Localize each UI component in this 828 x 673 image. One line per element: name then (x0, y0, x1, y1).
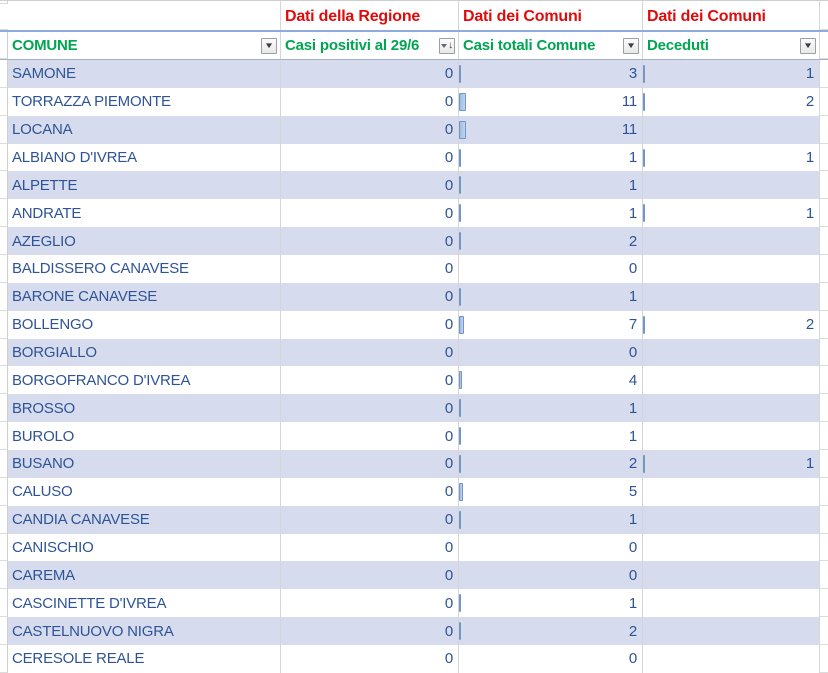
deceduti-cell[interactable] (643, 561, 820, 589)
gutter-cell (0, 116, 8, 144)
gutter-cell (820, 60, 828, 88)
casi-totali-cell[interactable] (459, 199, 643, 227)
casi-totali-cell[interactable] (459, 561, 643, 589)
comune-cell[interactable] (8, 589, 281, 617)
comune-name: CAREMA (12, 566, 75, 584)
databar (643, 149, 645, 167)
chevron-down-icon: ▼ (625, 40, 637, 50)
comune-cell[interactable] (8, 116, 281, 144)
casi-totali-value: 0 (628, 260, 637, 278)
comune-name: BOLLENGO (12, 316, 93, 334)
databar (459, 93, 466, 111)
casi-totali-cell[interactable] (459, 283, 643, 311)
comune-cell[interactable] (8, 199, 281, 227)
comune-name: BORGIALLO (12, 344, 97, 362)
databar (459, 288, 461, 306)
comune-cell[interactable] (8, 422, 281, 450)
casi-totali-cell[interactable] (459, 645, 643, 673)
databar (459, 483, 463, 501)
deceduti-cell[interactable] (643, 199, 820, 227)
gutter-cell (820, 171, 828, 199)
databar (459, 232, 461, 250)
group-header-regione[interactable] (281, 4, 459, 30)
casi-totali-cell[interactable] (459, 422, 643, 450)
table-row (0, 88, 828, 116)
deceduti-value: 1 (805, 65, 814, 83)
casi-positivi-value: 0 (444, 483, 453, 501)
gutter-cell (820, 116, 828, 144)
deceduti-value: 2 (805, 316, 814, 334)
comune-name: BUSANO (12, 455, 75, 473)
casi-totali-value: 1 (628, 427, 637, 445)
comune-cell[interactable] (8, 645, 281, 673)
casi-positivi-cell[interactable] (281, 171, 459, 199)
comune-name: BROSSO (12, 399, 75, 417)
deceduti-cell[interactable] (643, 60, 820, 88)
gutter-cell (0, 617, 8, 645)
casi-positivi-value: 0 (444, 121, 453, 139)
header-label: Casi totali Comune (463, 37, 596, 54)
comune-name: ALPETTE (12, 176, 78, 194)
gutter-cell (0, 394, 8, 422)
table-row (0, 366, 828, 394)
casi-positivi-cell[interactable] (281, 506, 459, 534)
comune-name: BUROLO (12, 427, 75, 445)
casi-totali-cell[interactable] (459, 88, 643, 116)
casi-positivi-cell[interactable] (281, 144, 459, 172)
table-row (0, 450, 828, 478)
casi-positivi-cell[interactable] (281, 534, 459, 562)
comune-name: ALBIANO D'IVREA (12, 149, 137, 166)
deceduti-cell[interactable] (643, 88, 820, 116)
casi-positivi-cell[interactable] (281, 227, 459, 255)
casi-positivi-value: 0 (444, 455, 453, 473)
casi-totali-cell[interactable] (459, 394, 643, 422)
comune-cell[interactable] (8, 339, 281, 367)
gutter-cell (0, 366, 8, 394)
gutter-cell (0, 311, 8, 339)
header-casi-totali[interactable] (459, 32, 643, 59)
deceduti-cell[interactable] (643, 534, 820, 562)
databar (459, 204, 461, 222)
comune-name: BORGOFRANCO D'IVREA (12, 371, 191, 389)
casi-positivi-value: 0 (444, 344, 453, 362)
casi-totali-cell[interactable] (459, 255, 643, 283)
comune-cell[interactable] (8, 366, 281, 394)
gutter-cell (0, 255, 8, 283)
casi-positivi-cell[interactable] (281, 116, 459, 144)
deceduti-cell[interactable] (643, 144, 820, 172)
databar (459, 371, 462, 389)
table-row (0, 645, 828, 673)
filter-dropdown-button[interactable] (623, 38, 639, 54)
comune-cell[interactable] (8, 283, 281, 311)
casi-totali-cell[interactable] (459, 506, 643, 534)
column-header-row (0, 32, 828, 60)
comune-cell[interactable] (8, 144, 281, 172)
casi-totali-cell[interactable] (459, 617, 643, 645)
table-row (0, 478, 828, 506)
deceduti-cell[interactable] (643, 227, 820, 255)
comune-name: BALDISSERO CANAVESE (12, 260, 189, 278)
casi-positivi-value: 0 (444, 511, 453, 529)
deceduti-cell[interactable] (643, 450, 820, 478)
gutter-cell (0, 450, 8, 478)
comune-name: ANDRATE (12, 204, 82, 222)
databar (459, 511, 461, 529)
comune-cell[interactable] (8, 60, 281, 88)
comune-name: CANDIA CANAVESE (12, 511, 150, 529)
deceduti-cell[interactable] (643, 645, 820, 673)
table-row (0, 311, 828, 339)
gutter-cell (0, 422, 8, 450)
deceduti-cell[interactable] (643, 478, 820, 506)
gutter-cell (0, 60, 8, 88)
databar (643, 316, 645, 334)
databar (459, 176, 461, 194)
filter-dropdown-button[interactable] (800, 38, 816, 54)
gutter-cell (820, 450, 828, 478)
databar (459, 316, 464, 334)
funnel-icon (441, 44, 447, 48)
deceduti-value: 1 (805, 455, 814, 473)
casi-positivi-value: 0 (444, 371, 453, 389)
databar (643, 93, 645, 111)
gutter-cell (0, 32, 8, 59)
casi-positivi-cell[interactable] (281, 366, 459, 394)
casi-positivi-cell[interactable] (281, 199, 459, 227)
databar (459, 594, 461, 612)
deceduti-cell[interactable] (643, 255, 820, 283)
deceduti-cell[interactable] (643, 617, 820, 645)
gutter-cell (0, 534, 8, 562)
casi-positivi-cell[interactable] (281, 617, 459, 645)
casi-positivi-cell[interactable] (281, 589, 459, 617)
gutter-cell (0, 506, 8, 534)
header-label: Deceduti (647, 37, 709, 54)
table-row (0, 227, 828, 255)
casi-positivi-cell[interactable] (281, 283, 459, 311)
chevron-down-icon: ▼ (802, 40, 814, 50)
casi-totali-cell[interactable] (459, 60, 643, 88)
databar (459, 622, 461, 640)
casi-totali-value: 0 (628, 566, 637, 584)
casi-totali-cell[interactable] (459, 227, 643, 255)
gutter-cell (0, 339, 8, 367)
gutter-cell (820, 645, 828, 673)
gutter-cell (820, 506, 828, 534)
comune-cell[interactable] (8, 88, 281, 116)
comune-cell[interactable] (8, 227, 281, 255)
deceduti-cell[interactable] (643, 589, 820, 617)
table-row (0, 561, 828, 589)
comune-name: CANISCHIO (12, 539, 94, 557)
casi-totali-cell[interactable] (459, 116, 643, 144)
deceduti-cell[interactable] (643, 171, 820, 199)
gutter-cell (820, 617, 828, 645)
comune-name: BARONE CANAVESE (12, 288, 158, 306)
casi-positivi-value: 0 (444, 149, 453, 166)
comune-name: CASTELNUOVO NIGRA (12, 622, 174, 640)
gutter-cell (820, 227, 828, 255)
comune-name: CERESOLE REALE (12, 650, 145, 668)
group-header-comuni-2[interactable] (643, 4, 820, 30)
deceduti-cell[interactable] (643, 339, 820, 367)
casi-positivi-cell[interactable] (281, 394, 459, 422)
casi-positivi-value: 0 (444, 650, 453, 668)
table-row (0, 339, 828, 367)
casi-totali-value: 2 (628, 455, 637, 473)
casi-totali-cell[interactable] (459, 144, 643, 172)
gutter-cell (0, 589, 8, 617)
comune-name: CALUSO (12, 483, 73, 501)
table-body (0, 60, 828, 673)
group-header-label: Dati dei Comuni (463, 8, 582, 25)
casi-totali-value: 1 (628, 288, 637, 306)
deceduti-cell[interactable] (643, 394, 820, 422)
deceduti-cell[interactable] (643, 283, 820, 311)
casi-positivi-value: 0 (444, 288, 453, 306)
databar (459, 121, 466, 139)
casi-positivi-cell[interactable] (281, 339, 459, 367)
deceduti-cell[interactable] (643, 116, 820, 144)
casi-totali-value: 4 (628, 371, 637, 389)
table-row (0, 506, 828, 534)
table-row (0, 255, 828, 283)
comune-cell[interactable] (8, 561, 281, 589)
gutter-cell (820, 144, 828, 172)
casi-positivi-value: 0 (444, 93, 453, 111)
casi-positivi-cell[interactable] (281, 478, 459, 506)
gutter-cell (820, 311, 828, 339)
sort-descending-icon: ↓ (448, 39, 453, 51)
gutter-cell (0, 144, 8, 172)
table-row (0, 589, 828, 617)
gutter-cell (820, 589, 828, 617)
gutter-cell (820, 366, 828, 394)
table-row (0, 617, 828, 645)
gutter-cell (0, 171, 8, 199)
casi-positivi-value: 0 (444, 232, 453, 250)
databar (459, 427, 461, 445)
gutter-cell (820, 534, 828, 562)
comune-cell[interactable] (8, 171, 281, 199)
comune-cell[interactable] (8, 534, 281, 562)
casi-totali-value: 2 (628, 232, 637, 250)
casi-totali-cell[interactable] (459, 478, 643, 506)
deceduti-cell[interactable] (643, 366, 820, 394)
casi-totali-cell[interactable] (459, 311, 643, 339)
comune-cell[interactable] (8, 450, 281, 478)
filter-sort-button[interactable] (439, 38, 455, 54)
comune-name: CASCINETTE D'IVREA (12, 594, 167, 612)
deceduti-cell[interactable] (643, 311, 820, 339)
deceduti-cell[interactable] (643, 506, 820, 534)
casi-totali-cell[interactable] (459, 534, 643, 562)
comune-cell[interactable] (8, 506, 281, 534)
casi-positivi-cell[interactable] (281, 422, 459, 450)
comune-name: LOCANA (12, 121, 73, 139)
table-row (0, 394, 828, 422)
gutter-cell (820, 478, 828, 506)
chevron-down-icon: ▼ (263, 40, 275, 50)
casi-totali-cell[interactable] (459, 366, 643, 394)
gutter-cell (0, 645, 8, 673)
casi-positivi-value: 0 (444, 566, 453, 584)
casi-totali-value: 1 (628, 594, 637, 612)
casi-positivi-cell[interactable] (281, 88, 459, 116)
group-header-comuni-1[interactable] (459, 4, 643, 30)
table-row (0, 60, 828, 88)
gutter-cell (0, 88, 8, 116)
casi-totali-value: 7 (628, 316, 637, 334)
casi-totali-value: 1 (628, 149, 637, 166)
header-casi-positivi[interactable] (281, 32, 459, 59)
group-header-label: Dati dei Comuni (647, 8, 766, 25)
comune-cell[interactable] (8, 311, 281, 339)
databar (643, 204, 645, 222)
casi-totali-cell[interactable] (459, 339, 643, 367)
comune-cell[interactable] (8, 255, 281, 283)
comune-name: AZEGLIO (12, 232, 76, 250)
casi-positivi-cell[interactable] (281, 60, 459, 88)
comune-cell[interactable] (8, 617, 281, 645)
gutter-cell (0, 283, 8, 311)
casi-positivi-value: 0 (444, 622, 453, 640)
databar (459, 455, 461, 473)
deceduti-value: 1 (805, 149, 814, 166)
casi-totali-cell[interactable] (459, 450, 643, 478)
casi-totali-value: 1 (628, 511, 637, 529)
comune-cell[interactable] (8, 478, 281, 506)
gutter-cell (0, 227, 8, 255)
databar (643, 455, 645, 473)
casi-positivi-value: 0 (444, 65, 453, 83)
table-row (0, 144, 828, 172)
casi-positivi-value: 0 (444, 260, 453, 278)
group-header-label: Dati della Regione (285, 8, 421, 25)
databar (459, 65, 461, 83)
gutter-cell (820, 88, 828, 116)
casi-totali-value: 0 (628, 344, 637, 362)
casi-totali-value: 2 (628, 622, 637, 640)
gutter-cell (820, 339, 828, 367)
casi-positivi-value: 0 (444, 427, 453, 445)
casi-totali-value: 1 (628, 176, 637, 194)
header-label: Casi positivi al 29/6 (285, 37, 420, 54)
databar (459, 399, 461, 417)
databar (459, 149, 461, 167)
comune-name: TORRAZZA PIEMONTE (12, 93, 171, 111)
group-header-empty[interactable] (8, 4, 281, 30)
casi-positivi-cell[interactable] (281, 311, 459, 339)
filter-dropdown-button[interactable] (261, 38, 277, 54)
casi-totali-value: 0 (628, 650, 637, 668)
header-comune[interactable] (8, 32, 281, 59)
table-row (0, 422, 828, 450)
table-row (0, 171, 828, 199)
group-header-row (0, 4, 828, 32)
table-row (0, 199, 828, 227)
table-row (0, 283, 828, 311)
gutter-cell (0, 478, 8, 506)
deceduti-value: 2 (805, 93, 814, 111)
casi-positivi-cell[interactable] (281, 645, 459, 673)
casi-positivi-value: 0 (444, 399, 453, 417)
casi-totali-value: 1 (628, 399, 637, 417)
gutter-cell (820, 255, 828, 283)
gutter-cell (820, 283, 828, 311)
casi-totali-value: 1 (628, 204, 637, 222)
databar (643, 65, 645, 83)
casi-totali-value: 0 (628, 539, 637, 557)
deceduti-value: 1 (805, 204, 814, 222)
gutter-cell (0, 199, 8, 227)
gutter-cell (820, 199, 828, 227)
header-label: COMUNE (12, 37, 78, 54)
casi-positivi-cell[interactable] (281, 561, 459, 589)
casi-positivi-cell[interactable] (281, 450, 459, 478)
casi-positivi-value: 0 (444, 204, 453, 222)
gutter-cell (820, 422, 828, 450)
comune-cell[interactable] (8, 394, 281, 422)
casi-positivi-value: 0 (444, 594, 453, 612)
table-row (0, 116, 828, 144)
casi-positivi-value: 0 (444, 176, 453, 194)
gutter-cell (820, 561, 828, 589)
casi-totali-value: 11 (621, 93, 637, 111)
casi-totali-value: 3 (628, 65, 637, 83)
table-row (0, 534, 828, 562)
casi-totali-cell[interactable] (459, 171, 643, 199)
casi-positivi-value: 0 (444, 539, 453, 557)
casi-totali-value: 11 (621, 121, 637, 139)
comune-name: SAMONE (12, 65, 76, 83)
casi-positivi-value: 0 (444, 316, 453, 334)
gutter-cell (0, 561, 8, 589)
gutter-cell (820, 394, 828, 422)
header-deceduti[interactable] (643, 32, 820, 59)
deceduti-cell[interactable] (643, 422, 820, 450)
casi-positivi-cell[interactable] (281, 255, 459, 283)
casi-totali-cell[interactable] (459, 589, 643, 617)
casi-totali-value: 5 (628, 483, 637, 501)
